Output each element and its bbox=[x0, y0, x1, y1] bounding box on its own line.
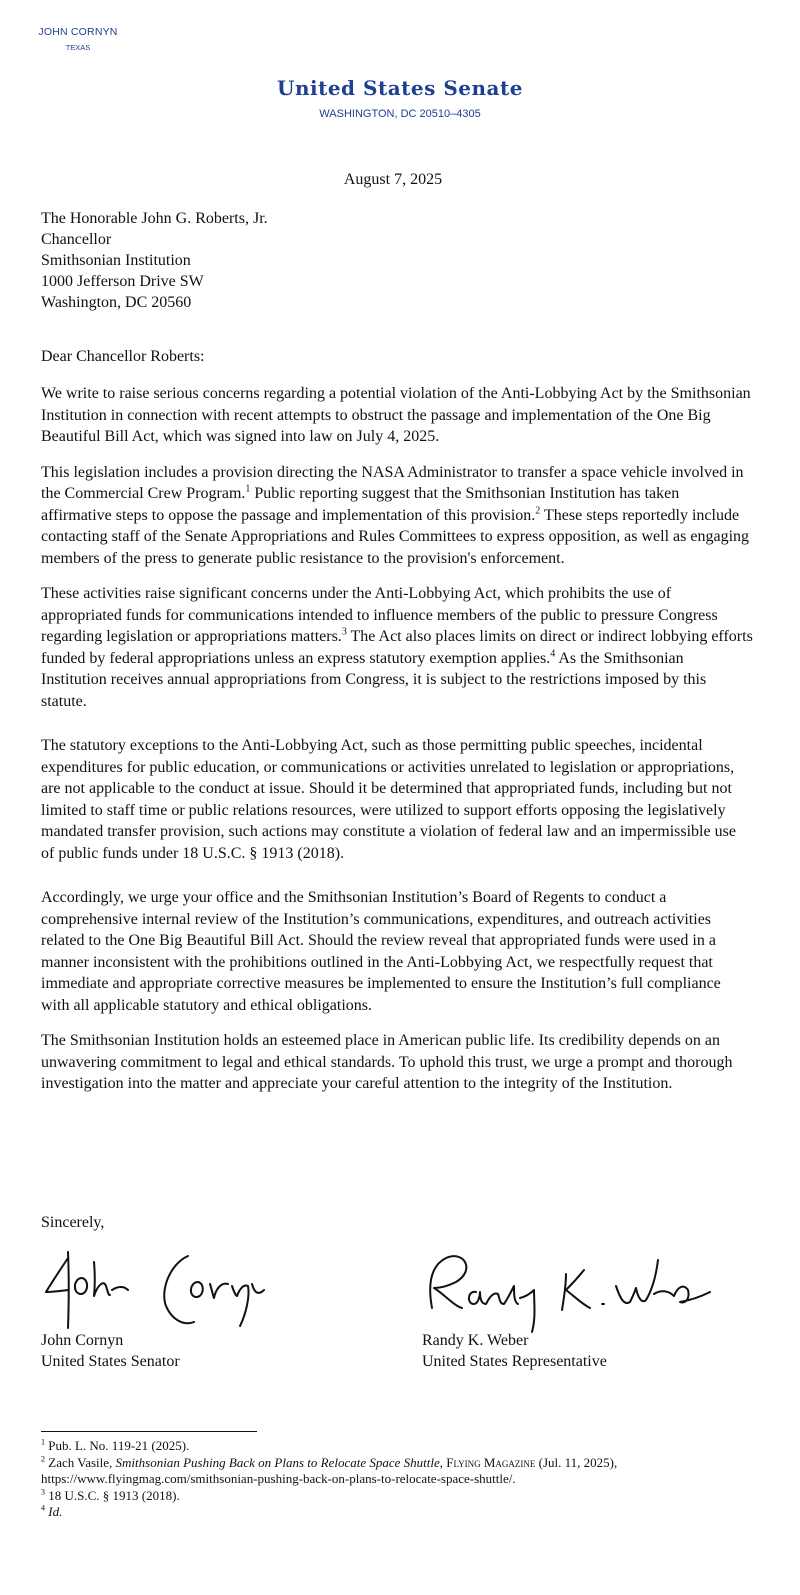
closing: Sincerely, bbox=[41, 1214, 105, 1231]
senate-address: WASHINGTON, DC 20510–4305 bbox=[319, 108, 481, 120]
footnote-2-publication: , Flying Magazine bbox=[439, 1454, 536, 1470]
footnote-ref-4: 4 bbox=[550, 648, 556, 660]
letterhead-senator-block bbox=[33, 26, 123, 52]
signer-weber-name: Randy K. Weber bbox=[422, 1332, 529, 1349]
footnote-divider bbox=[41, 1431, 257, 1432]
senator-state: TEXAS bbox=[65, 43, 91, 52]
signer-weber-title: United States Representative bbox=[422, 1353, 607, 1370]
cornyn-signature bbox=[38, 1240, 278, 1335]
recipient-title: Chancellor bbox=[41, 231, 112, 248]
paragraph-2-part-c: These steps reportedly include contacting staff of the Senate Appropriations and Rules Committees to express opposition, as well as engaging members of the press to generate public resistance to the provision's enforcement. bbox=[41, 506, 750, 567]
paragraph-3-part-b: The Act also places limits on direct or indirect lobbying efforts funded by federal appropriations unless an express statutory exemption applies. bbox=[41, 628, 753, 667]
paragraph-4: The statutory exceptions to the Anti-Lobbying Act, such as those permitting public speeches, incidental expenditures for public education, or communications or activities unrelated to legislation or appropriations, are not applicable to the conduct at issue. Should it be determined that appropriated funds, including but not limited to staff time or public relations resources, were utilized to support efforts opposing the legislatively mandated transfer provision, such actions may constitute a violation of federal law and an impermissible use of public funds under 18 U.S.C. § 1913 (2018). bbox=[41, 737, 736, 862]
footnote-1: $^1$ Pub. L. No. 119-21 (2025). bbox=[41, 1437, 190, 1453]
recipient-address-block bbox=[41, 208, 268, 313]
footnotes bbox=[41, 1438, 766, 1521]
footnote-ref-2: 2 bbox=[535, 505, 541, 517]
paragraph-2-part-b: Public reporting suggest that the Smithsonian Institution has taken affirmative steps to oppose the passage and implementation of this provision. bbox=[41, 485, 680, 524]
signer-cornyn-name: John Cornyn bbox=[41, 1332, 124, 1349]
signer-cornyn-title: United States Senator bbox=[41, 1353, 180, 1370]
recipient-org: Smithsonian Institution bbox=[41, 252, 191, 269]
footnote-2: $^2$ Zach Vasile, Smithsonian Pushing Back on Plans to Relocate Space Shuttle, Flying Magazine (Jul. 11, 2025), bbox=[41, 1454, 618, 1470]
footnote-2-article-title: Smithsonian Pushing Back on Plans to Relocate Space Shuttle bbox=[115, 1454, 440, 1470]
signer-cornyn bbox=[41, 1330, 180, 1372]
weber-signature bbox=[420, 1246, 720, 1336]
footnote-2-url: https://www.flyingmag.com/smithsonian-pushing-back-on-plans-to-relocate-space-shuttle/. bbox=[41, 1471, 516, 1486]
recipient-name: The Honorable John G. Roberts, Jr. bbox=[41, 210, 268, 227]
paragraph-3 bbox=[41, 583, 753, 712]
signer-weber bbox=[422, 1330, 607, 1372]
salutation: Dear Chancellor Roberts: bbox=[41, 348, 205, 365]
footnote-ref-3: 3 bbox=[341, 626, 347, 638]
paragraph-3-part-c: As the Smithsonian Institution receives annual appropriations from Congress, it is subject to the restrictions imposed by this statute. bbox=[41, 649, 707, 710]
senate-title: United States Senate bbox=[277, 76, 523, 100]
recipient-street: 1000 Jefferson Drive SW bbox=[41, 273, 204, 290]
paragraph-6: The Smithsonian Institution holds an esteemed place in American public life. Its credibility depends on an unwavering commitment to legal and ethical standards. To uphold this trust, we urge a prompt and thorough investigation into the matter and appreciate your careful attention to the integrity of the Institution. bbox=[41, 1032, 733, 1092]
senator-name: JOHN CORNYN bbox=[38, 26, 118, 38]
paragraph-1: We write to raise serious concerns regarding a potential violation of the Anti-Lobbying Act by the Smithsonian Institution in connection with recent attempts to obstruct the passage and implementation of the One Big Beautiful Bill Act, which was signed into law on July 4, 2025. bbox=[41, 385, 751, 445]
recipient-city: Washington, DC 20560 bbox=[41, 294, 192, 311]
paragraph-3-part-a: These activities raise significant concerns under the Anti-Lobbying Act, which prohibits the use of appropriated funds for communications intended to influence members of the public to pressure Congress regarding legislation or appropriations matters. bbox=[41, 585, 718, 645]
footnote-ref-1: 1 bbox=[245, 483, 251, 495]
footnote-3: $^3$ 18 U.S.C. § 1913 (2018). bbox=[41, 1487, 180, 1503]
paragraph-2-part-a: This legislation includes a provision directing the NASA Administrator to transfer a space vehicle involved in the Commercial Crew Program. bbox=[41, 463, 744, 502]
letter-date: August 7, 2025 bbox=[343, 171, 443, 188]
footnote-4: $^4$ Id. bbox=[41, 1503, 63, 1519]
letter-body bbox=[41, 383, 753, 1109]
paragraph-5: Accordingly, we urge your office and the Smithsonian Institution’s Board of Regents to conduct a comprehensive internal review of the Institution’s communications, expenditures, and outreach activities related to the One Big Beautiful Bill Act. Should the review reveal that appropriated funds were used in a manner inconsistent with the prohibitions outlined in the Anti-Lobbying Act, we respectfully request that immediate and appropriate corrective measures be implemented to ensure the Institution’s full compliance with all applicable statutory and ethical obligations. bbox=[41, 889, 721, 1014]
paragraph-2 bbox=[41, 462, 753, 570]
